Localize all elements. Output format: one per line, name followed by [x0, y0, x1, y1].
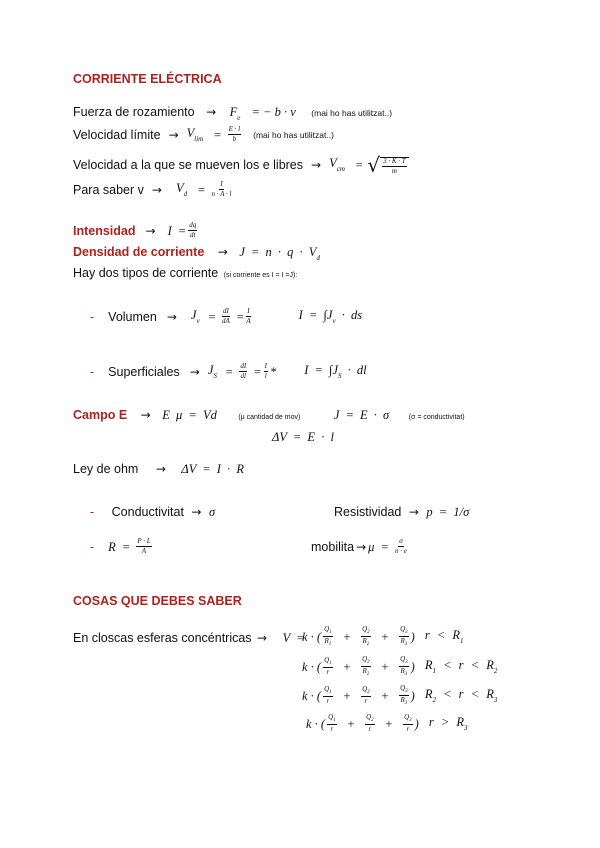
fraction-q3: $\frac{Q_3}{R_3}$ — [400, 684, 408, 707]
fraction: $\frac{\sigma}{n \cdot e}$ — [394, 537, 407, 556]
arrow-icon: → — [311, 158, 322, 173]
close-paren: ) — [410, 688, 415, 703]
plus-sign: + — [342, 659, 352, 674]
line-fuerza-rozamiento — [73, 106, 392, 122]
line-resistencia — [90, 538, 154, 556]
formula: p = 1/σ — [426, 505, 470, 519]
sigma: σ — [208, 505, 216, 519]
fraction-q2: $\frac{Q_2}{R_2}$ — [362, 625, 370, 648]
line-velocidad-limite — [73, 126, 334, 144]
line-ley-ohm — [73, 463, 244, 476]
plus-sign: + — [342, 629, 352, 644]
equals: = — [207, 309, 216, 324]
fraction-2: $\frac{I}{A}$ — [246, 307, 251, 326]
fraction-q2: $\frac{Q_2}{R_2}$ — [362, 655, 370, 678]
close-paren: ) — [410, 659, 415, 674]
line-densidad — [73, 246, 320, 262]
label: Resistividad — [334, 505, 402, 519]
label: En closcas esferas concéntricas — [73, 631, 252, 645]
label-densidad: Densidad de corriente — [73, 245, 205, 259]
section-title-cosas: COSAS QUE DEBES SABER — [73, 594, 242, 608]
line-velocidad-electrones — [73, 155, 409, 176]
formula-lhs: I — [167, 223, 172, 238]
note: (si corriente es I = I =J): — [223, 272, 298, 279]
bullet: - — [90, 364, 95, 379]
equals-2: = — [235, 309, 245, 324]
formula-2: J = E · σ — [333, 408, 390, 422]
plus-sign: + — [380, 629, 390, 644]
fraction-q1: $\frac{Q_1}{r}$ — [324, 655, 332, 677]
label: Volumen — [108, 309, 157, 324]
equals: = — [213, 127, 222, 142]
label: Hay dos tipos de corriente — [73, 266, 219, 280]
formula-lhs: μ = — [368, 539, 389, 554]
arrow-icon: → — [145, 223, 156, 238]
label-campo-e: Campo E — [73, 408, 128, 422]
arrow-icon: → — [408, 505, 419, 519]
arrow-icon: → — [356, 539, 367, 554]
note: (mai ho has utilitzat..) — [253, 129, 334, 140]
fraction-q1: $\frac{Q_1}{r}$ — [328, 713, 336, 734]
k-coefficient: k · ( — [302, 659, 322, 674]
label: Velocidad límite — [73, 127, 161, 142]
label: mobilita — [311, 539, 355, 554]
close-paren: ) — [414, 716, 419, 731]
fraction: $\frac{I}{n \cdot A \cdot l}$ — [211, 180, 232, 199]
fraction-q3: $\frac{Q_3}{R_3}$ — [400, 625, 408, 648]
label-intensidad: Intensidad — [73, 223, 136, 238]
plus-sign: + — [380, 659, 390, 674]
label: Velocidad a la que se mueven los e libres — [73, 158, 304, 173]
line-intensidad — [73, 222, 199, 240]
note: (μ cantidad de mov) — [238, 414, 301, 421]
bullet: - — [90, 309, 95, 324]
label: Para saber v — [73, 182, 144, 197]
fraction-q1: $\frac{Q_1}{r}$ — [324, 684, 332, 706]
line-campo-e — [73, 409, 465, 422]
formula-lhs: R = — [108, 539, 131, 554]
formula-lhs: $J_v$ — [190, 307, 200, 325]
fraction: $\frac{E \cdot l}{b}$ — [228, 125, 241, 144]
fraction-q3: $\frac{Q_3}{R_3}$ — [400, 655, 408, 678]
arrow-icon: → — [140, 408, 151, 422]
bullet: - — [90, 539, 95, 554]
potential-row — [302, 626, 464, 648]
fraction-1: $\frac{dI}{dA}$ — [222, 307, 230, 326]
note: (mai ho has utilitzat..) — [311, 108, 393, 118]
plus-sign: + — [346, 716, 356, 731]
line-para-saber-v — [73, 181, 233, 199]
fraction: $\frac{dq}{dt}$ — [189, 221, 197, 240]
note-2: (σ = conductivitat) — [408, 414, 465, 421]
arrow-icon: → — [257, 631, 268, 645]
line-conductivitat — [90, 506, 215, 519]
potential-row — [306, 714, 468, 734]
label: Conductivitat — [111, 505, 184, 519]
line-tipos-corriente — [73, 267, 297, 280]
region-condition: $r > R_3$ — [428, 714, 468, 732]
arrow-icon: → — [206, 105, 217, 119]
bullet: - — [90, 505, 95, 519]
arrow-icon: → — [166, 309, 177, 324]
equals: = — [177, 223, 187, 238]
sqrt-icon: √ $\frac{3 \cdot K \cdot T}{m}$ — [367, 155, 408, 176]
integral-formula: $I = \int J_v$ · ds — [298, 307, 363, 325]
arrow-icon: → — [151, 182, 162, 197]
line-volumen — [90, 308, 362, 326]
fraction-q3: $\frac{Q_3}{r}$ — [404, 713, 412, 734]
label: Ley de ohm — [73, 462, 139, 476]
formula-delta-v-el: ΔV = E · l — [272, 430, 334, 444]
k-coefficient: k · ( — [302, 688, 322, 703]
fraction-q2: $\frac{Q_2}{r}$ — [366, 713, 374, 734]
potential-row — [302, 656, 497, 678]
arrow-icon: → — [168, 127, 179, 142]
potential-row — [302, 685, 497, 707]
fraction-q2: $\frac{Q_2}{r}$ — [362, 684, 370, 706]
arrow-icon: → — [155, 462, 166, 476]
plus-sign: + — [342, 688, 352, 703]
equals: = — [224, 364, 234, 379]
line-esferas — [73, 632, 305, 645]
formula: $F_e$ = − b · v — [229, 105, 296, 122]
formula-lhs: V = — [282, 631, 305, 645]
line-mobilita — [311, 538, 409, 556]
fraction: $\frac{P \cdot L}{A}$ — [137, 537, 151, 556]
formula: ΔV = I · R — [181, 462, 244, 476]
arrow-icon: → — [191, 505, 202, 519]
equals-2: = — [253, 364, 262, 379]
close-paren: ) — [410, 629, 415, 644]
section-title-corriente: CORRIENTE ELÉCTRICA — [73, 72, 222, 86]
label: Superficiales — [108, 364, 180, 379]
equals: = — [197, 182, 206, 197]
region-condition: $R_1 < r < R_2$ — [424, 657, 498, 675]
equals: = — [354, 158, 364, 173]
star: * — [269, 364, 277, 379]
line-resistividad — [334, 506, 469, 519]
k-coefficient: k · ( — [306, 716, 326, 731]
formula: E μ = Vd — [162, 408, 217, 422]
arrow-icon: → — [189, 364, 200, 379]
formula-lhs: $J_S$ — [207, 362, 217, 380]
formula-lhs: $V_{lim}$ — [186, 125, 204, 143]
formula-lhs: $V_d$ — [175, 180, 188, 198]
k-coefficient: k · ( — [302, 629, 322, 644]
plus-sign: + — [384, 716, 394, 731]
formula-lhs: $V_{cm}$ — [329, 156, 345, 174]
label: Fuerza de rozamiento — [73, 105, 195, 119]
plus-sign: + — [380, 688, 390, 703]
arrow-icon: → — [217, 245, 228, 259]
region-condition: $R_2 < r < R_3$ — [424, 686, 498, 704]
region-condition: $r < R_1$ — [424, 627, 464, 645]
fraction-q1: $\frac{Q_1}{R_1}$ — [324, 625, 332, 648]
fraction-2: $\frac{I}{l}$ — [264, 362, 267, 381]
integral-formula: $I = \int J_S$ · dl — [304, 362, 367, 380]
formula: $J = n \cdot q \cdot V_d$ — [239, 245, 320, 262]
fraction-1: $\frac{dI}{dl}$ — [240, 362, 247, 381]
line-superficiales — [90, 363, 367, 381]
